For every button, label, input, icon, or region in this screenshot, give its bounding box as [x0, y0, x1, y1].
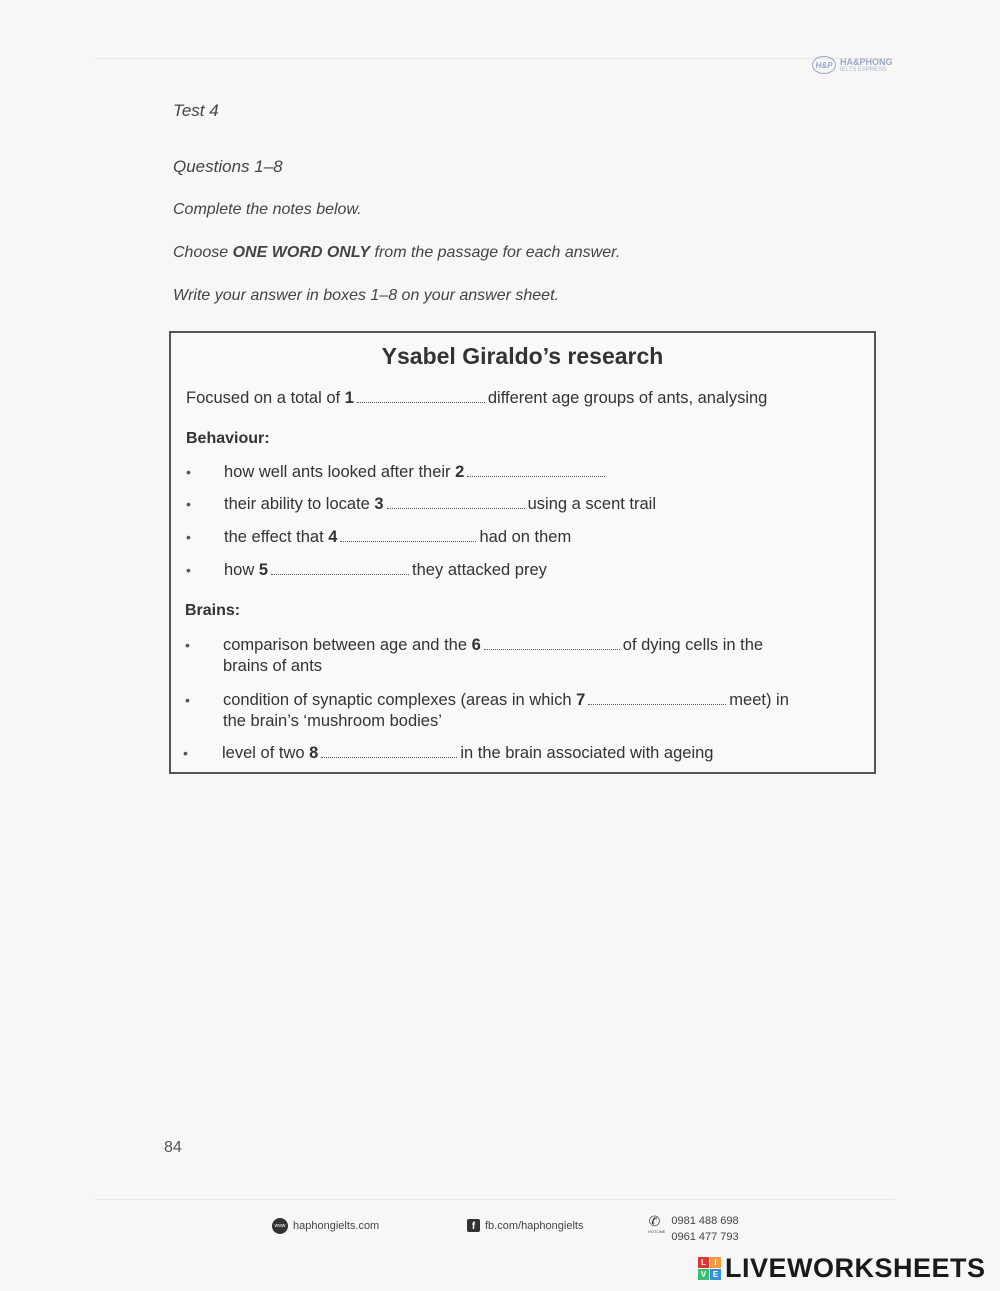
gap-number-5: 5	[258, 561, 269, 579]
behaviour-item-4	[224, 528, 571, 547]
liveworksheets-watermark	[698, 1253, 986, 1284]
answer-gap-2[interactable]	[467, 464, 605, 477]
questions-heading: Questions 1–8	[173, 157, 283, 176]
bullet-icon: •	[186, 496, 191, 512]
brains-item-6	[223, 636, 763, 655]
b3-pre: the effect that	[224, 528, 329, 546]
lw-block-v: V	[698, 1269, 709, 1280]
instruction-choose-post: from the passage for each answer.	[370, 244, 621, 261]
lw-block-e: E	[710, 1269, 721, 1280]
instruction-choose-bold: ONE WORD ONLY	[232, 244, 371, 261]
brains-item-6-line2: brains of ants	[223, 657, 323, 675]
bullet-icon: •	[186, 562, 191, 578]
brains-item-7-line2: the brain’s ‘mushroom bodies’	[223, 712, 442, 730]
website-text: haphongielts.com	[293, 1220, 380, 1232]
logo-mark: H&P	[812, 56, 836, 74]
instruction-choose	[173, 244, 620, 262]
gap-number-1: 1	[344, 389, 354, 407]
hotline-label: HOTLINE	[648, 1229, 666, 1234]
brains-heading: Brains:	[185, 602, 241, 619]
answer-gap-8[interactable]	[321, 745, 457, 758]
bullet-icon: •	[186, 464, 191, 480]
b1-pre: how well ants looked after their	[224, 463, 456, 481]
b3-post: had on them	[479, 528, 572, 546]
b2-pre: their ability to locate	[224, 495, 375, 513]
instruction-write: Write your answer in boxes 1–8 on your answer sheet.	[173, 287, 559, 304]
answer-gap-1[interactable]	[357, 390, 485, 403]
b4-pre: how	[224, 561, 259, 579]
bullet-icon: •	[183, 745, 188, 761]
globe-icon: www	[272, 1218, 288, 1234]
phone-2[interactable]: 0961 477 793	[671, 1231, 739, 1243]
gap-number-2: 2	[455, 463, 465, 481]
behaviour-item-2	[224, 463, 608, 482]
r2-pre: condition of synaptic complexes (areas in which	[223, 691, 577, 709]
intro-post: different age groups of ants, analysing	[487, 389, 768, 407]
answer-gap-5[interactable]	[271, 562, 409, 575]
answer-gap-3[interactable]	[387, 496, 525, 509]
phone-1[interactable]: 0981 488 698	[671, 1215, 739, 1227]
instruction-complete: Complete the notes below.	[173, 201, 362, 218]
facebook-text: fb.com/haphongielts	[485, 1219, 584, 1232]
footer-facebook[interactable]	[467, 1219, 583, 1232]
notes-box	[169, 331, 876, 774]
r3-pre: level of two	[222, 744, 310, 762]
lw-block-l: L	[698, 1257, 709, 1268]
answer-gap-4[interactable]	[340, 529, 476, 542]
footer-website[interactable]	[272, 1218, 379, 1234]
behaviour-item-5	[224, 561, 547, 580]
bottom-divider	[95, 1199, 895, 1200]
facebook-icon: f	[467, 1219, 480, 1232]
b4-post: they attacked prey	[412, 561, 547, 579]
bullet-icon: •	[185, 692, 190, 708]
gap-number-6: 6	[471, 636, 481, 654]
gap-number-4: 4	[328, 528, 338, 546]
liveworksheets-text: LIVEWORKSHEETS	[725, 1253, 986, 1283]
logo-sub: IELTS EXPRESS	[840, 66, 887, 73]
r2-post: meet) in	[729, 691, 789, 709]
brains-item-7	[223, 691, 789, 710]
behaviour-item-3	[224, 495, 656, 514]
phone-icon: ✆	[648, 1213, 661, 1229]
r1-post: of dying cells in the	[622, 636, 764, 654]
gap-number-8: 8	[309, 744, 319, 762]
brand-logo	[812, 56, 893, 74]
intro-pre: Focused on a total of	[186, 389, 345, 407]
logo-name: HA&PHONG	[840, 56, 893, 67]
top-divider	[95, 58, 895, 59]
brains-item-8	[222, 744, 713, 763]
answer-gap-7[interactable]	[588, 692, 726, 705]
gap-number-7: 7	[576, 691, 586, 709]
r3-post: in the brain associated with ageing	[460, 744, 714, 762]
intro-line	[186, 389, 767, 408]
r1-pre: comparison between age and the	[223, 636, 472, 654]
test-label: Test 4	[173, 101, 219, 120]
liveworksheets-logo-icon	[698, 1257, 721, 1280]
notes-title: Ysabel Giraldo’s research	[381, 343, 664, 369]
instruction-choose-pre: Choose	[173, 244, 233, 261]
lw-block-i: I	[710, 1257, 721, 1268]
b2-post: using a scent trail	[527, 495, 657, 513]
bullet-icon: •	[185, 637, 190, 653]
page-number: 84	[164, 1139, 182, 1156]
answer-gap-6[interactable]	[484, 637, 620, 650]
bullet-icon: •	[186, 529, 191, 545]
footer-hotline	[648, 1213, 739, 1245]
behaviour-heading: Behaviour:	[186, 430, 270, 447]
gap-number-3: 3	[374, 495, 384, 513]
